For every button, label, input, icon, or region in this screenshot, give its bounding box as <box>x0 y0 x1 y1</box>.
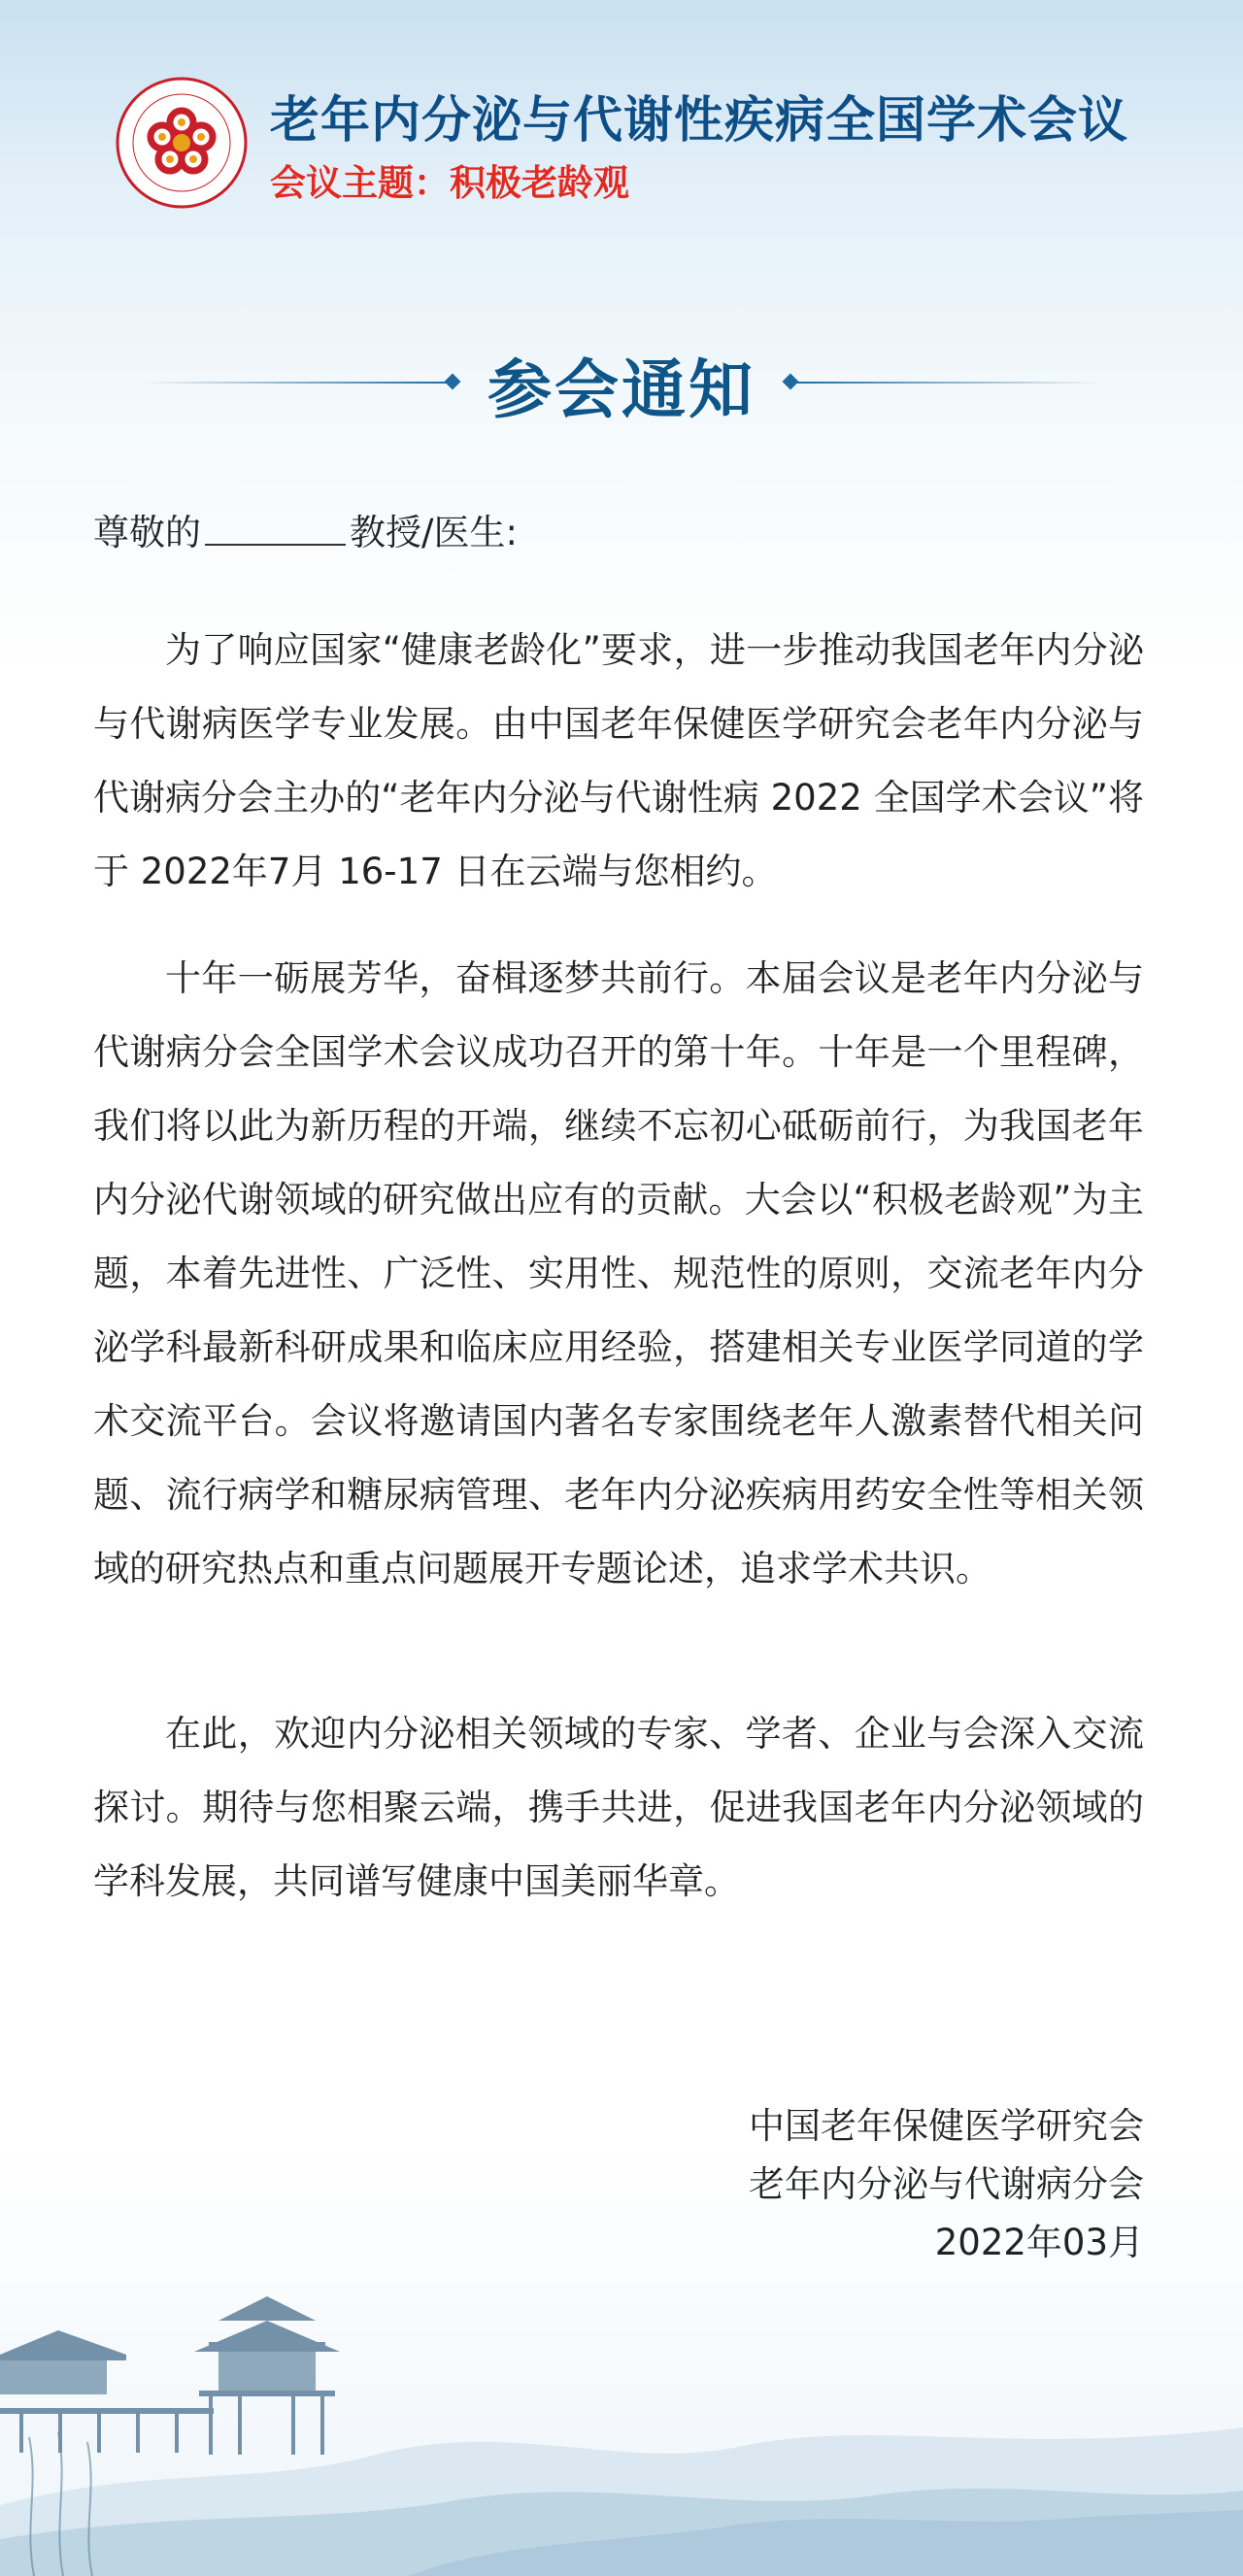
name-blank <box>205 544 346 546</box>
notice-title: 参会通知 <box>487 352 756 427</box>
greeting-suffix: 教授/医生: <box>350 512 518 553</box>
paragraph-welcome: 在此，欢迎内分泌相关领域的专家、学者、企业与会深入交流探讨。期待与您相聚云端，携手共进，促进我国老年内分泌领域的学科发展，共同谱写健康中国美丽华章。 <box>93 1713 1144 1902</box>
paragraph-anniversary: 十年一砺展芳华，奋楫逐梦共前行。本届会议是老年内分泌与代谢病分会全国学术会议成功召开的第十年。十年是一个里程碑，我们将以此为新历程的开端，继续不忘初心砥砺前行，为我国老年内分泌代谢领域的研究做出应有的贡献。大会以“积极老龄观”为主题，本着先进性、广泛性、实用性、规范性的原则，交流老年内分泌学科最新科研成果和临床应用经验，搭建相关专业医学同道的学术交流平台。会议将邀请国内著名专家围绕老年人激素替代相关问题、流行病学和糖尿病管理、老年内分泌疾病用药安全性等相关领域的研究热点和重点问题展开专题论述，追求学术共识。 <box>93 957 1144 1589</box>
signature-branch: 老年内分泌与代谢病分会 <box>749 2163 1144 2205</box>
paragraph-intro: 为了响应国家“健康老龄化”要求，进一步推动我国老年内分泌与代谢病医学专业发展。由中国老年保健医学研究会老年内分泌与代谢病分会主办的“老年内分泌与代谢性病 2022 全国学术会议”将于 2022年7月 16-17 日在云端与您相约。 <box>93 629 1144 892</box>
association-logo <box>115 76 249 210</box>
signature-date: 2022年03月 <box>934 2222 1144 2263</box>
signature-org: 中国老年保健医学研究会 <box>749 2105 1144 2147</box>
conference-header <box>115 76 1183 221</box>
conference-theme: 会议主题：积极老龄观 <box>270 162 629 204</box>
greeting-prefix: 尊敬的 <box>93 512 201 553</box>
heading-rule-right <box>791 382 1102 384</box>
signature-block <box>749 2097 1144 2272</box>
notice-heading <box>0 330 1243 437</box>
landscape-illustration <box>0 2262 1243 2576</box>
greeting <box>93 503 518 555</box>
conference-title: 老年内分泌与代谢性疾病全国学术会议 <box>270 92 1129 150</box>
